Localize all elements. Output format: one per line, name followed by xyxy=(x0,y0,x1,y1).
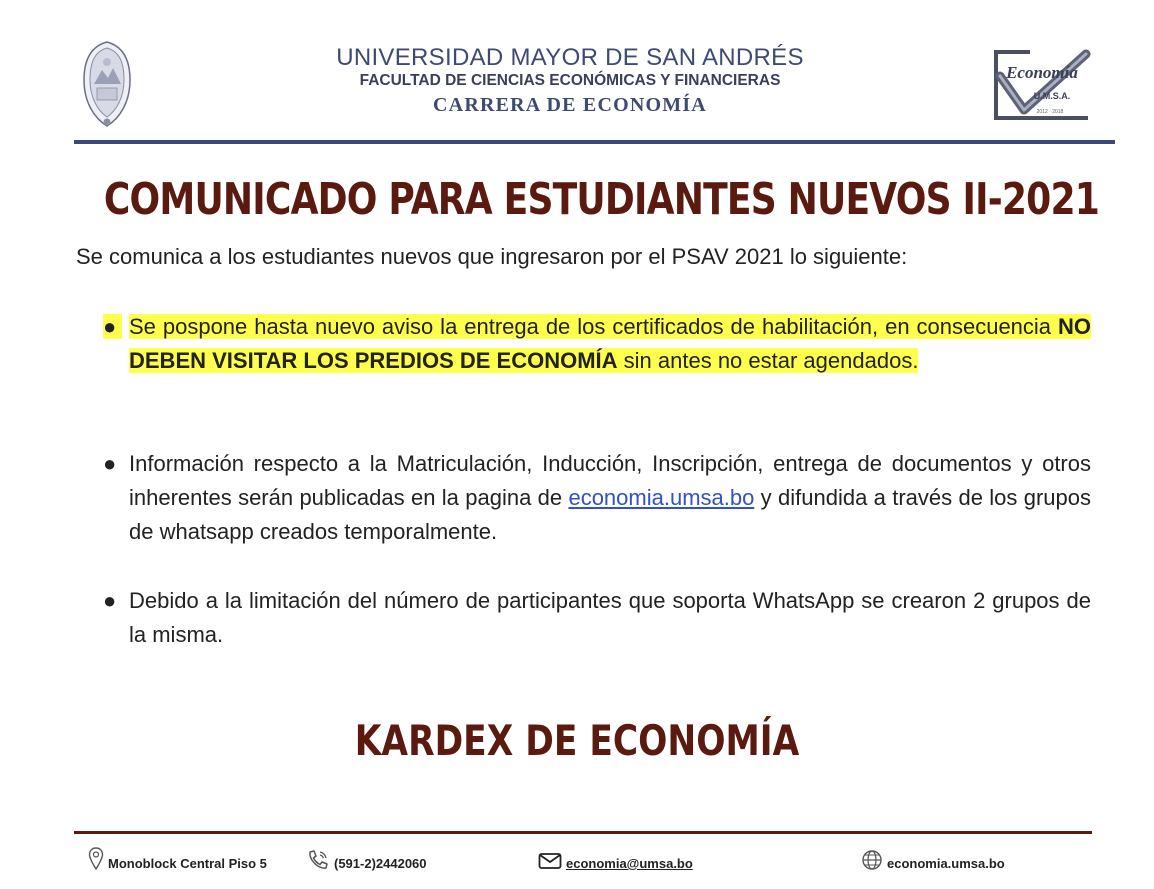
phone-icon xyxy=(306,849,330,871)
university-name: UNIVERSIDAD MAYOR DE SAN ANDRÉS xyxy=(336,44,804,71)
footer-email[interactable] xyxy=(538,845,693,871)
address-text: Monoblock Central Piso 5 xyxy=(108,856,267,871)
faculty-name: FACULTAD DE CIENCIAS ECONÓMICAS Y FINANCIERAS xyxy=(359,72,781,89)
bullet-marker: ● xyxy=(103,310,129,344)
logo-sub: U.M.S.A. xyxy=(1033,91,1071,101)
footer-address xyxy=(88,845,267,871)
kardex-signature: KARDEX DE ECONOMÍA xyxy=(354,716,800,765)
logo-text: Economía xyxy=(1006,63,1078,82)
economia-website-link[interactable]: economia.umsa.bo xyxy=(568,485,755,510)
email-link[interactable]: economia@umsa.bo xyxy=(566,856,693,871)
bullet-marker: ● xyxy=(103,588,117,613)
bullet-3-text: Debido a la limitación del número de participantes que soporta WhatsApp se crearon 2 grupos de la misma. xyxy=(129,588,1091,647)
bullet-1-bold-text: NO DEBEN VISITAR LOS PREDIOS DE ECONOMÍA xyxy=(129,314,1091,373)
footer-divider xyxy=(74,831,1092,834)
bullet-2-text-b: y difundida a través de los grupos de whatsapp creados temporalmente. xyxy=(129,485,1092,544)
footer-phone xyxy=(306,845,427,871)
bullet-2-text-a: Información respecto a la Matriculación, Inducción, Inscripción, entrega de documentos y otros inherentes serán publicadas en la pagina de xyxy=(129,451,1091,510)
website-text[interactable]: economia.umsa.bo xyxy=(887,856,1005,871)
bullet-marker: ● xyxy=(103,451,117,476)
footer-website[interactable] xyxy=(861,845,1005,871)
page-title: COMUNICADO PARA ESTUDIANTES NUEVOS II-2021 xyxy=(103,174,1100,225)
bullet-item-whatsapp xyxy=(103,584,1091,652)
bullet-item-information xyxy=(103,447,1091,549)
bullet-item-postponed xyxy=(103,310,1091,378)
umsa-seal-icon xyxy=(82,40,132,130)
economia-logo-icon xyxy=(990,46,1092,122)
logo-years: 2012 · 2018 xyxy=(1036,109,1064,115)
career-name: CARRERA DE ECONOMÍA xyxy=(433,94,707,116)
intro-text: Se comunica a los estudiantes nuevos que ingresaron por el PSAV 2021 lo siguiente: xyxy=(76,244,908,269)
bullet-1-text-b: sin antes no estar agendados. xyxy=(617,348,919,373)
header-divider xyxy=(74,140,1115,144)
bullet-1-text-a: Se pospone hasta nuevo aviso la entrega de los certificados de habilitación, en consecuencia xyxy=(129,314,1058,339)
envelope-icon xyxy=(538,851,562,871)
globe-icon xyxy=(861,849,883,871)
phone-text: (591-2)2442060 xyxy=(334,856,427,871)
location-pin-icon xyxy=(88,847,104,871)
